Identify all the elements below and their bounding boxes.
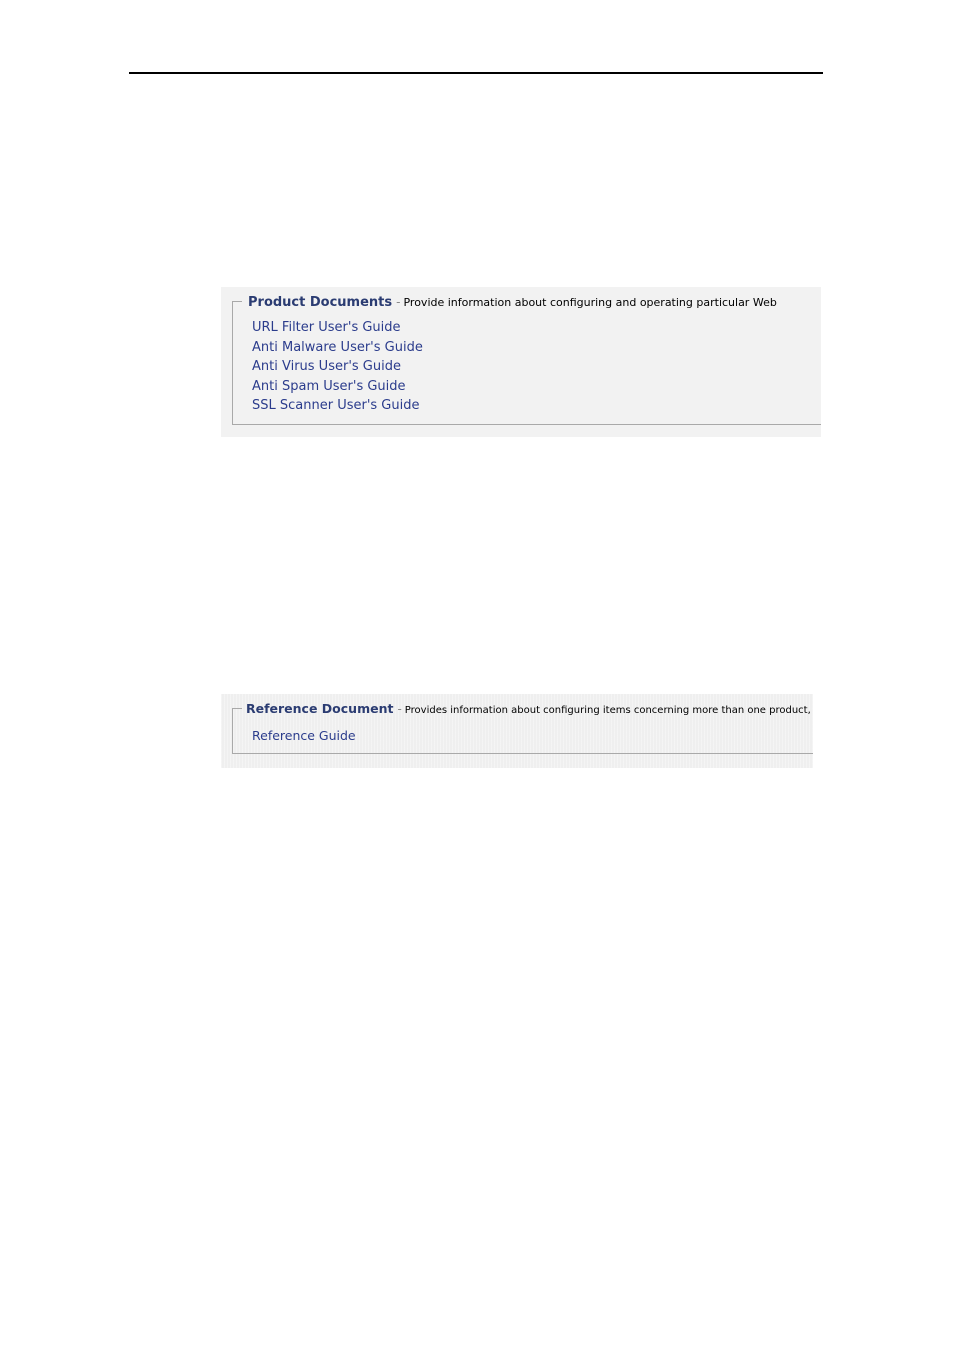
- reference-document-legend: [246, 699, 811, 720]
- link-anti-malware-guide[interactable]: Anti Malware User's Guide: [252, 340, 423, 355]
- product-documents-title: Product Documents: [248, 295, 393, 310]
- reference-document-description: Provides information about configuring items concerning more than one product,: [404, 705, 811, 716]
- link-anti-virus-guide[interactable]: Anti Virus User's Guide: [252, 359, 401, 374]
- link-anti-spam-guide[interactable]: Anti Spam User's Guide: [252, 379, 406, 394]
- reference-document-screenshot: [221, 694, 813, 768]
- legend-separator: -: [396, 295, 401, 309]
- product-documents-screenshot: [221, 287, 821, 437]
- legend-separator: -: [397, 702, 402, 716]
- product-documents-description: Provide information about configuring and operating particular Web: [403, 296, 777, 309]
- link-ssl-scanner-guide[interactable]: SSL Scanner User's Guide: [252, 398, 420, 413]
- page-header-rule: [129, 72, 823, 74]
- product-documents-legend: [248, 292, 777, 312]
- link-reference-guide[interactable]: Reference Guide: [252, 728, 356, 743]
- reference-document-title: Reference Document: [246, 701, 394, 716]
- fieldset-corner-line: [233, 301, 242, 302]
- link-url-filter-guide[interactable]: URL Filter User's Guide: [252, 320, 401, 335]
- fieldset-corner-line: [233, 708, 242, 709]
